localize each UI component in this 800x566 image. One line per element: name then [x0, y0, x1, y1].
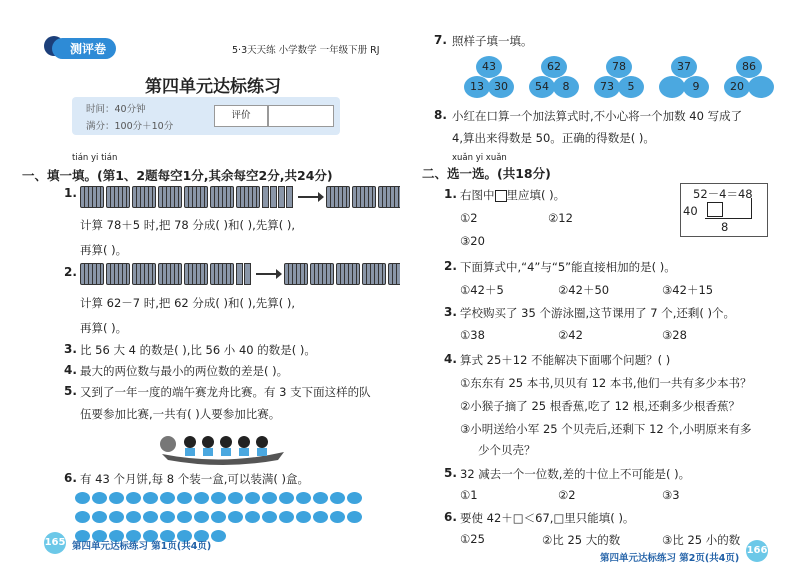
section2-pinyin: xuǎn yi xuǎn	[452, 153, 507, 163]
right-page	[400, 0, 800, 566]
q7-number: 7.	[434, 33, 447, 47]
s2-q3-opt1[interactable]: ①38	[460, 328, 485, 342]
s2-q5-opt2[interactable]: ②2	[558, 488, 576, 502]
s2-q6-opt2[interactable]: ②比 25 大的数	[542, 533, 621, 547]
s2-q1-text: 右图中	[460, 188, 495, 202]
s2-q3-opt2[interactable]: ②42	[558, 328, 583, 342]
bond-3-top: 78	[606, 56, 632, 78]
s2-q5-opt1[interactable]: ①1	[460, 488, 478, 502]
page-number-right: 166	[746, 540, 768, 562]
s2-q5-text: 32 减去一个一位数,差的十位上不可能是( )。	[460, 467, 691, 481]
footer-right: 第四单元达标练习 第2页(共4页)	[600, 553, 740, 564]
q8-text2: 4,算出来得数是 50。正确的得数是( )。	[452, 131, 655, 145]
s2-q6-number: 6.	[444, 510, 457, 524]
q8-number: 8.	[434, 108, 447, 122]
bond-4-right: 9	[683, 76, 709, 98]
q3-text: 比 56 大 4 的数是( ),比 56 小 40 的数是( )。	[80, 343, 316, 357]
bond-1-right: 30	[488, 76, 514, 98]
bond-2	[525, 56, 585, 102]
figure-bottom-value: 8	[721, 220, 729, 234]
q2-text2: 再算( )。	[80, 321, 128, 335]
q6-number: 6.	[64, 471, 77, 485]
s2-q4-number: 4.	[444, 352, 457, 366]
bond-4-top: 37	[671, 56, 697, 78]
q1-number: 1.	[64, 186, 77, 200]
page-number-left: 165	[44, 532, 66, 554]
s2-q3-opt3[interactable]: ③28	[662, 328, 687, 342]
square-blank-icon	[495, 190, 507, 202]
s2-q2-text: 下面算式中,“4”与“5”能直接相加的是( )。	[460, 260, 676, 274]
s2-q4-opt2[interactable]: ②小猴子摘了 25 根香蕉,吃了 12 根,还剩多少根香蕉？	[460, 399, 741, 413]
section2-heading: 二、选一选。(共18分)	[422, 166, 551, 181]
s2-q3-number: 3.	[444, 305, 457, 319]
s2-q4-opt3[interactable]: ③小明送给小军 25 个贝壳后,还剩下 12 个,小明原来有多	[460, 422, 752, 436]
figure-bracket	[705, 198, 752, 219]
bond-5-left: 20	[724, 76, 750, 98]
s2-q1-opt1[interactable]: ①2	[460, 211, 478, 225]
figure-left-value: 40	[683, 204, 698, 218]
q5-text2: 伍要参加比赛,一共有( )人要参加比赛。	[80, 407, 281, 421]
footer-left: 第四单元达标练习 第1页(共4页)	[72, 541, 212, 552]
bond-3	[590, 56, 650, 102]
bond-1	[460, 56, 520, 102]
bond-5	[720, 56, 780, 102]
bond-2-right: 8	[553, 76, 579, 98]
section1-pinyin: tián yi tián	[72, 153, 118, 163]
number-bonds-figure	[460, 56, 790, 102]
q5-number: 5.	[64, 384, 77, 398]
bond-1-top: 43	[476, 56, 502, 78]
bond-4-left[interactable]	[659, 76, 685, 98]
q1-text2: 再算( )。	[80, 243, 128, 257]
s2-q4-text: 算式 25＋12 不能解决下面哪个问题？( )	[460, 353, 671, 367]
dragon-boat-figure	[158, 426, 288, 466]
q7-text: 照样子填一填。	[452, 34, 533, 48]
s2-q6-opt3[interactable]: ③比 25 小的数	[662, 533, 741, 547]
s2-q2-number: 2.	[444, 259, 457, 273]
s2-q4-opt3-cont: 少个贝壳？	[478, 443, 536, 457]
s2-q1-number: 1.	[444, 187, 457, 201]
s2-q2-opt3[interactable]: ③42＋15	[662, 283, 714, 297]
page-title: 第四单元达标练习	[145, 77, 281, 97]
figure-equation: 52－4＝48	[693, 187, 753, 201]
s2-q1-text-b: 里应填( )。	[506, 188, 566, 202]
s2-q4-opt1[interactable]: ①东东有 25 本书,贝贝有 12 本书,他们一共有多少本书？	[460, 376, 752, 390]
s2-q6-opt1[interactable]: ①25	[460, 532, 485, 546]
time-label: 时间：40分钟	[86, 104, 146, 115]
bond-2-top: 62	[541, 56, 567, 78]
q5-text: 又到了一年一度的端午赛龙舟比赛。有 3 支下面这样的队	[80, 385, 371, 399]
bond-4	[655, 56, 715, 102]
score-input[interactable]	[268, 105, 334, 127]
score-label-box	[214, 105, 268, 127]
s2-q1-line	[460, 187, 565, 203]
s2-q1-opt2[interactable]: ②12	[548, 211, 573, 225]
s2-q2-opt1[interactable]: ①42＋5	[460, 283, 504, 297]
s2-q6-text: 要使 42＋□＜67,□里只能填( )。	[460, 511, 635, 525]
series-header: 5·3天天练 小学数学 一年级下册 RJ	[232, 45, 380, 56]
bond-5-right[interactable]	[748, 76, 774, 98]
s2-q1-opt3[interactable]: ③20	[460, 234, 485, 248]
s2-q5-opt3[interactable]: ③3	[662, 488, 680, 502]
s2-q2-opt2[interactable]: ②42＋50	[558, 283, 610, 297]
bond-1-left: 13	[464, 76, 490, 98]
q2-text: 计算 62－7 时,把 62 分成( )和( ),先算( ),	[80, 296, 296, 310]
test-badge: 测评卷	[52, 38, 116, 59]
bond-2-left: 54	[529, 76, 555, 98]
q8-text: 小红在口算一个加法算式时,不小心将一个加数 40 写成了	[452, 109, 743, 123]
s2-q5-number: 5.	[444, 466, 457, 480]
q2-number: 2.	[64, 265, 77, 279]
subtraction-figure	[680, 183, 768, 237]
score-label: 评价	[231, 110, 251, 121]
bond-3-left: 73	[594, 76, 620, 98]
q6-text: 有 43 个月饼,每 8 个装一盒,可以装满( )盒。	[80, 472, 310, 486]
section1-heading: 一、填一填。(第1、2题每空1分,其余每空2分,共24分)	[22, 168, 333, 183]
full-score-label: 满分：100分＋10分	[86, 121, 174, 132]
q4-number: 4.	[64, 363, 77, 377]
s2-q3-text: 学校购买了 35 个游泳圈,这节课用了 7 个,还剩( )个。	[460, 306, 736, 320]
info-box	[72, 97, 340, 135]
q4-text: 最大的两位数与最小的两位数的差是( )。	[80, 364, 289, 378]
q1-text: 计算 78＋5 时,把 78 分成( )和( ),先算( ),	[80, 218, 296, 232]
q3-number: 3.	[64, 342, 77, 356]
bond-5-top: 86	[736, 56, 762, 78]
bond-3-right: 5	[618, 76, 644, 98]
